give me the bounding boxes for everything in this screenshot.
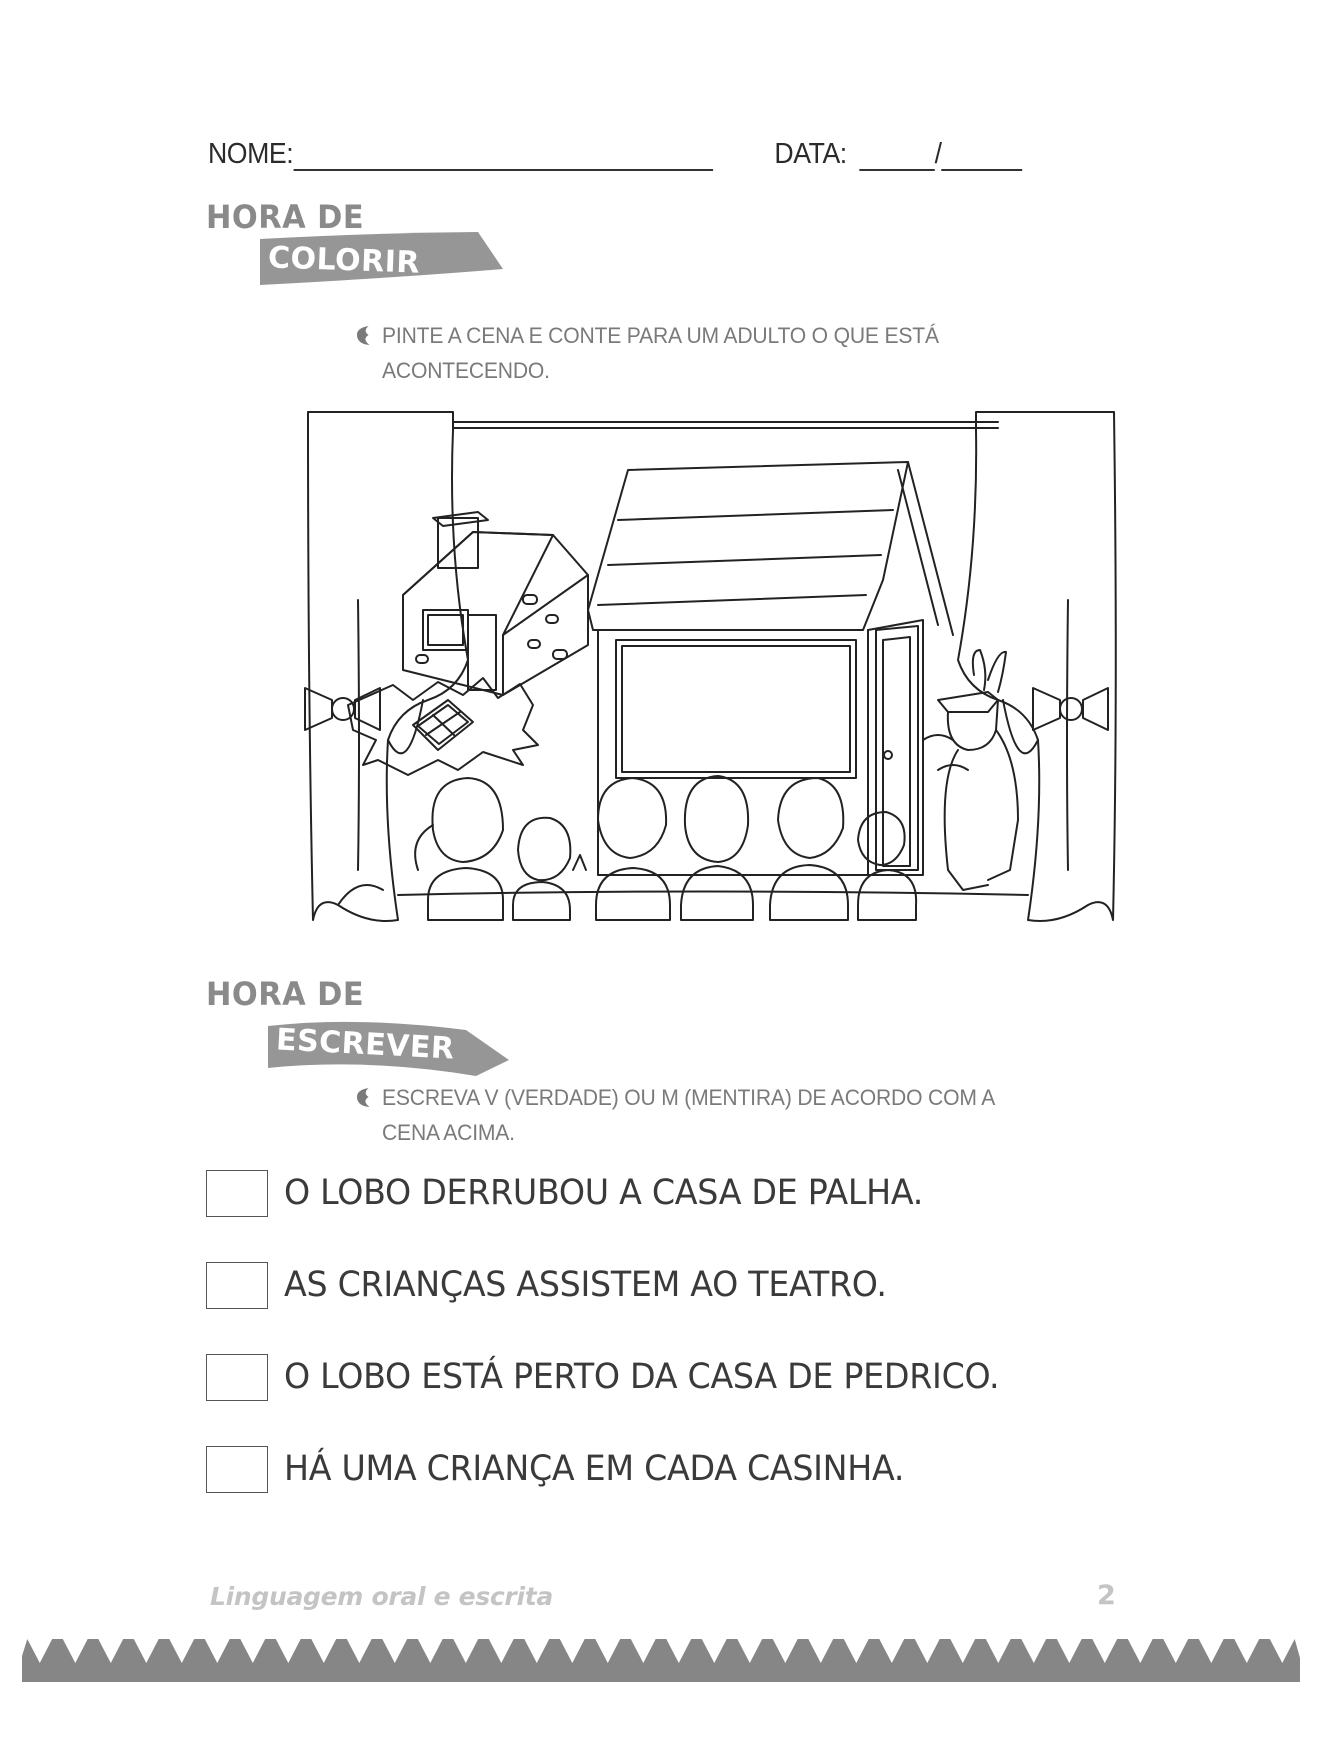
instruction-escrever-line1: ESCREVA V (VERDADE) OU M (MENTIRA) DE ACORDO COM A [382,1085,996,1110]
theater-scene-illustration [298,400,1124,956]
name-input-line[interactable] [293,143,713,171]
answer-box[interactable] [206,1446,268,1493]
answer-box[interactable] [206,1354,268,1401]
statement-text: O LOBO ESTÁ PERTO DA CASA DE PEDRICO. [284,1357,1000,1397]
brick-house-icon [403,512,588,695]
right-bow-icon [1033,688,1108,730]
ribbon-colorir-label: COLORIR [267,240,421,281]
wooden-house-icon [588,462,953,875]
crescent-bullet-icon [355,1087,371,1108]
instruction-escrever [382,1080,995,1150]
stage-floor-icon [398,892,1028,896]
answer-box[interactable] [206,1262,268,1309]
wolf-costume-child-icon [923,650,1018,890]
stage-top-bar-icon [453,422,998,428]
page-number: 2 [1097,1580,1116,1611]
statement-text: HÁ UMA CRIANÇA EM CADA CASINHA. [284,1449,905,1489]
ribbon-escrever-label: ESCREVER [275,1022,456,1067]
audience-children-icon [415,776,916,920]
section-heading-hora-de-escrever: HORA DE [206,975,365,1013]
date-separator: / [934,138,942,170]
name-label: NOME: [208,138,294,170]
date-month-line[interactable] [942,143,1023,171]
ribbon-escrever [266,1018,516,1080]
instruction-colorir-line2: ACONTECENDO. [382,358,550,383]
statement-text: O LOBO DERRUBOU A CASA DE PALHA. [284,1173,923,1213]
footer-subject: Linguagem oral e escrita [210,1582,553,1611]
ribbon-colorir [258,229,508,289]
name-date-header [208,138,1023,171]
answer-box[interactable] [206,1170,268,1217]
right-curtain-icon [958,412,1116,921]
left-curtain-icon [308,412,468,921]
left-bow-icon [305,688,380,730]
zigzag-border-icon [22,1638,1300,1682]
instruction-escrever-line2: CENA ACIMA. [382,1120,515,1145]
date-label: DATA: [774,138,847,170]
instruction-colorir-line1: PINTE A CENA E CONTE PARA UM ADULTO O QUE ESTÁ [382,323,939,348]
date-day-line[interactable] [859,143,934,171]
statement-text: AS CRIANÇAS ASSISTEM AO TEATRO. [284,1265,887,1305]
crescent-bullet-icon [355,325,371,346]
instruction-colorir [382,318,939,388]
section-heading-hora-de-colorir: HORA DE [206,198,365,236]
